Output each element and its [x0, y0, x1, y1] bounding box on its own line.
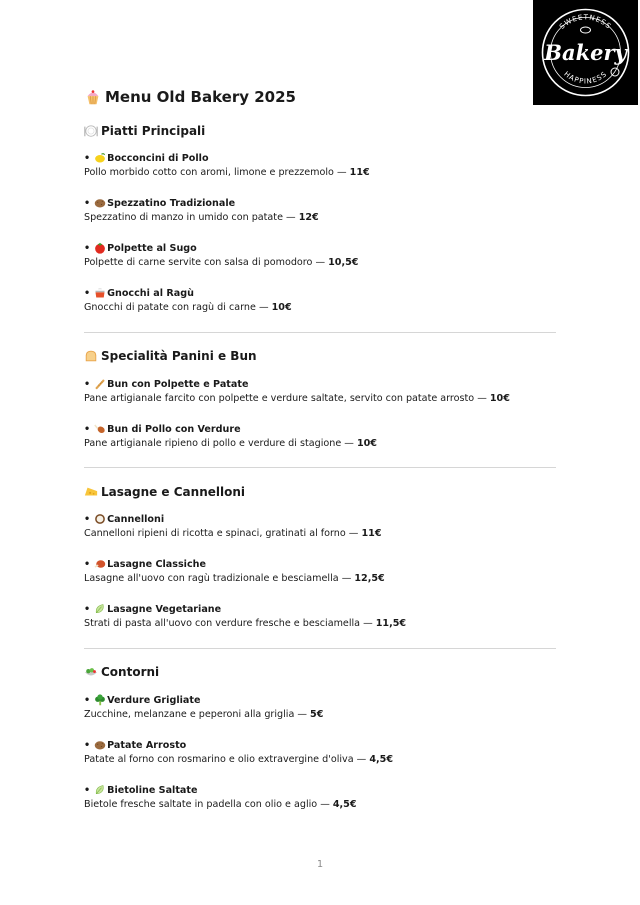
price: 11€ — [349, 167, 370, 178]
potato-icon — [94, 739, 106, 751]
menu-item-bun-con-polpette-e-patate: • Bun con Polpette e Patate — [84, 378, 249, 390]
menu-item-cannelloni: • Cannelloni — [84, 513, 165, 525]
menu-item-bun-di-pollo-con-verdure: • Bun di Pollo con Verdure — [84, 423, 241, 435]
menu-item-description: Pollo morbido cotto con aromi, limone e prezzemolo — 11€ — [84, 167, 370, 178]
section-title-piatti-principali: Piatti Principali — [84, 124, 205, 138]
price: 5€ — [310, 709, 324, 720]
section-divider — [84, 648, 556, 649]
price: 11,5€ — [375, 618, 407, 629]
menu-item-description: Spezzatino di manzo in umido con patate — 12€ — [84, 212, 319, 223]
menu-item-description: Lasagne all'uovo con ragù tradizionale e besciamella — 12,5€ — [84, 573, 385, 584]
bakery-logo-icon — [533, 0, 638, 105]
cupcake-icon — [84, 88, 102, 106]
menu-title — [84, 88, 296, 106]
menu-item-bocconcini-di-pollo: • Bocconcini di Pollo — [84, 152, 209, 164]
leaf-icon — [94, 603, 106, 615]
price: 12€ — [298, 212, 319, 223]
section-title-contorni: Contorni — [84, 665, 159, 679]
menu-item-description: Polpette di carne servite con salsa di pomodoro — 10,5€ — [84, 257, 359, 268]
coconut-icon — [94, 513, 106, 525]
svg-text:SWEETNESS: SWEETNESS — [558, 13, 613, 31]
section-title-specialita-panini-e-bun: Specialità Panini e Bun — [84, 349, 257, 363]
menu-item-description: Cannelloni ripieni di ricotta e spinaci, gratinati al forno — 11€ — [84, 528, 382, 539]
price: 10€ — [489, 393, 510, 404]
price: 10€ — [356, 438, 377, 449]
drumstick-icon — [94, 423, 106, 435]
menu-title-text: Menu Old Bakery 2025 — [105, 88, 296, 106]
menu-item-patate-arrosto: • Patate Arrosto — [84, 739, 187, 751]
lemon-icon — [94, 152, 106, 164]
price: 10€ — [271, 302, 292, 313]
svg-text:HAPPINESS: HAPPINESS — [562, 69, 609, 86]
bakery-logo — [533, 0, 638, 105]
svg-text:Bakery: Bakery — [544, 40, 627, 65]
menu-item-bietoline-saltate: • Bietoline Saltate — [84, 784, 198, 796]
cheese-icon — [84, 485, 98, 499]
broccoli-icon — [94, 694, 106, 706]
price: 4,5€ — [332, 799, 357, 810]
potato-icon — [94, 197, 106, 209]
salad-icon — [84, 665, 98, 679]
menu-item-description: Patate al forno con rosmarino e olio extravergine d'oliva — 4,5€ — [84, 754, 393, 765]
tomato-icon — [94, 242, 106, 254]
section-divider — [84, 332, 556, 333]
bread-icon — [84, 349, 98, 363]
page-number: 1 — [316, 859, 324, 870]
price: 4,5€ — [369, 754, 393, 765]
menu-item-polpette-al-sugo: • Polpette al Sugo — [84, 242, 197, 254]
baguette-icon — [94, 378, 106, 390]
section-divider — [84, 467, 556, 468]
pot-icon — [94, 287, 106, 299]
price: 12,5€ — [354, 573, 385, 584]
menu-item-description: Pane artigianale farcito con polpette e verdure saltate, servito con patate arrosto — 10€ — [84, 393, 510, 404]
menu-item-description: Pane artigianale ripieno di pollo e verdure di stagione — 10€ — [84, 438, 377, 449]
menu-item-description: Zucchine, melanzane e peperoni alla griglia — 5€ — [84, 709, 324, 720]
menu-item-description: Bietole fresche saltate in padella con olio e aglio — 4,5€ — [84, 799, 357, 810]
meat-icon — [94, 558, 106, 570]
menu-item-description: Strati di pasta all'uovo con verdure fresche e besciamella — 11,5€ — [84, 618, 407, 629]
menu-item-lasagne-classiche: • Lasagne Classiche — [84, 558, 206, 570]
section-title-lasagne-e-cannelloni: Lasagne e Cannelloni — [84, 485, 245, 499]
menu-item-description: Gnocchi di patate con ragù di carne — 10€ — [84, 302, 292, 313]
menu-item-verdure-grigliate: • Verdure Grigliate — [84, 694, 201, 706]
menu-item-lasagne-vegetariane: • Lasagne Vegetariane — [84, 603, 222, 615]
price: 11€ — [361, 528, 382, 539]
price: 10,5€ — [328, 257, 359, 268]
plate-icon — [84, 124, 98, 138]
menu-item-spezzatino-tradizionale: • Spezzatino Tradizionale — [84, 197, 236, 209]
leaf-icon — [94, 784, 106, 796]
menu-item-gnocchi-al-ragu: • Gnocchi al Ragù — [84, 287, 194, 299]
